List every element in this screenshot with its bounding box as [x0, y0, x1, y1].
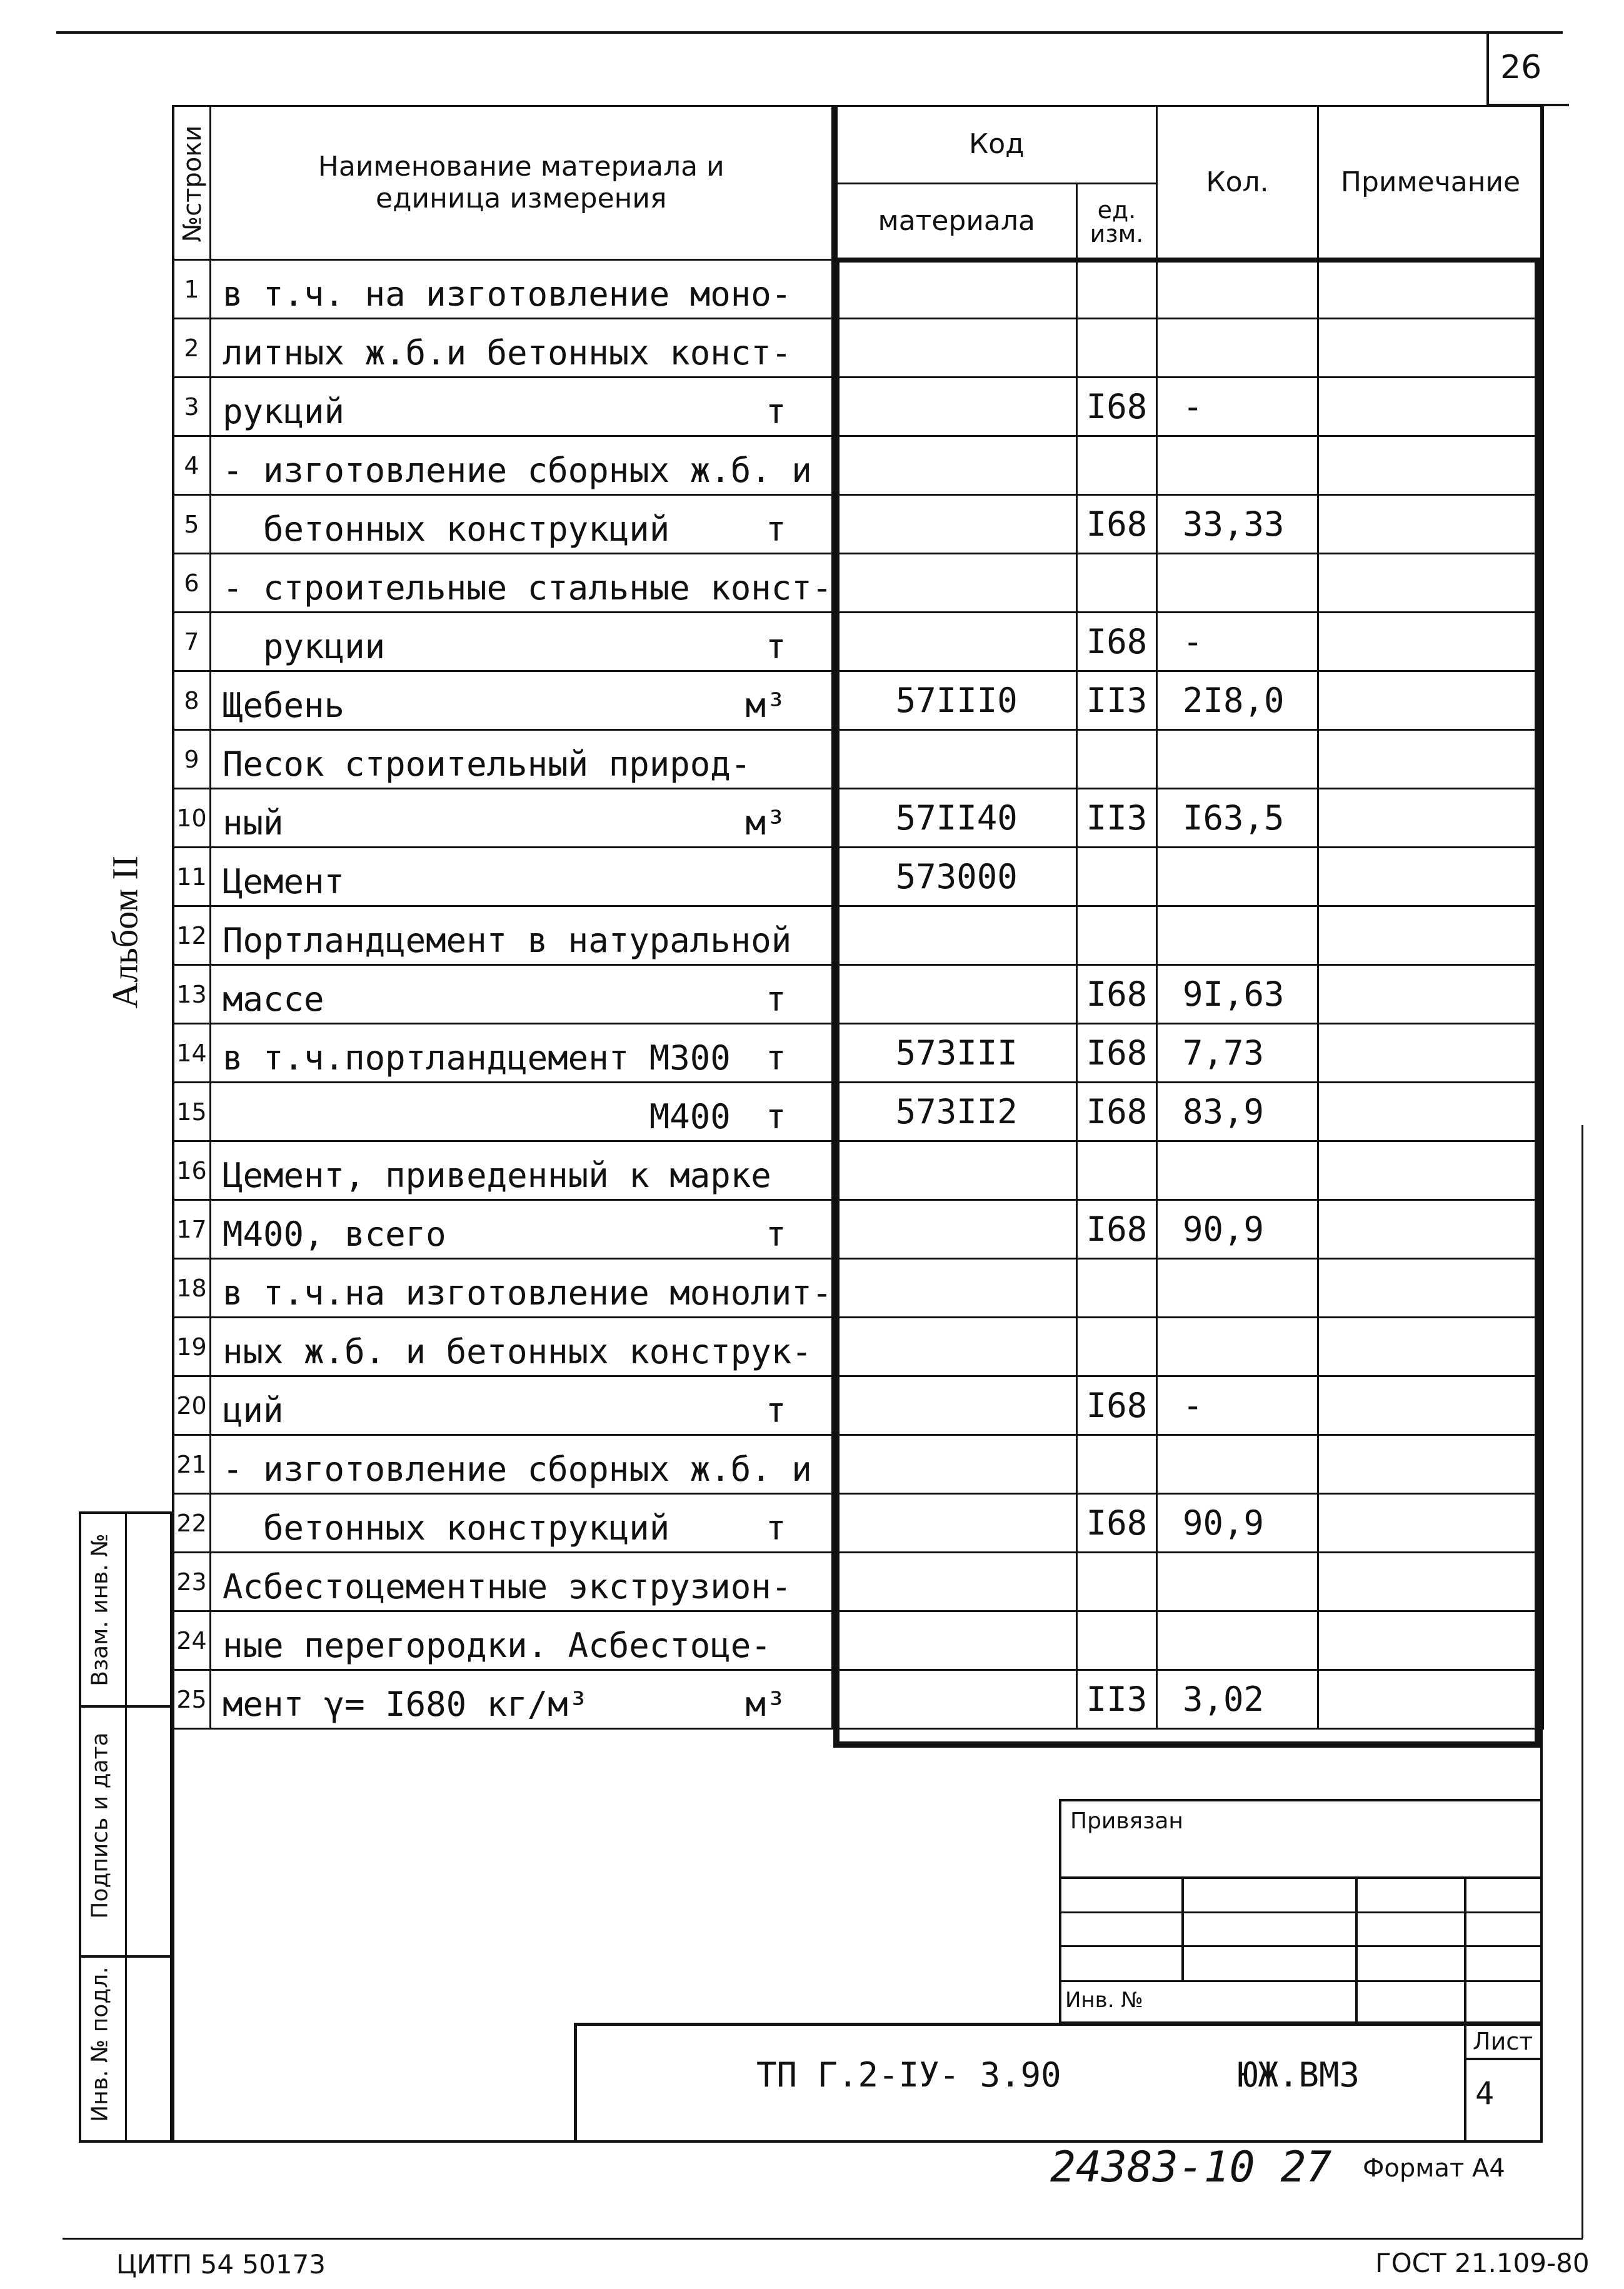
material-name-cell: [211, 1670, 835, 1729]
material-name-cell: [211, 671, 835, 730]
header-note: Примечание: [1318, 106, 1543, 260]
material-name: в т.ч.на изготовление монолит-: [223, 1273, 833, 1313]
row-number: 16: [173, 1141, 211, 1200]
stamp-v-2: [1355, 1876, 1358, 2023]
stamp-sheet-no: 4: [1475, 2075, 1495, 2111]
unit-code: II3: [1077, 1670, 1157, 1729]
note: [1318, 1494, 1543, 1553]
material-name-cell: [211, 378, 835, 436]
material-name-cell: [211, 1141, 835, 1200]
material-name: бетонных конструкций: [223, 509, 670, 549]
row-number: 17: [173, 1200, 211, 1259]
note: [1318, 495, 1543, 554]
unit-of-measure: т: [765, 1215, 786, 1254]
material-name: - изготовление сборных ж.б. и: [223, 451, 812, 490]
row-number: 6: [173, 554, 211, 613]
note: [1318, 1141, 1543, 1200]
unit-code: [1077, 1553, 1157, 1611]
row-number: 7: [173, 613, 211, 671]
material-name: Асбестоцементные экструзион-: [223, 1567, 792, 1606]
quantity: 83,9: [1157, 1083, 1318, 1141]
row-number: 22: [173, 1494, 211, 1553]
table-row: [173, 1435, 1543, 1494]
row-number: 20: [173, 1376, 211, 1435]
row-number: 8: [173, 671, 211, 730]
quantity: [1157, 1318, 1318, 1376]
quantity: 2I8,0: [1157, 671, 1318, 730]
table-row: [173, 1259, 1543, 1318]
material-name: Щебень: [223, 686, 345, 725]
material-name: Цемент: [223, 862, 345, 901]
row-number: 13: [173, 965, 211, 1024]
material-code: 573III: [835, 1024, 1077, 1083]
row-number: 24: [173, 1611, 211, 1670]
header-row-no: №строки: [173, 106, 211, 260]
material-code: [835, 730, 1077, 789]
material-code: [835, 1318, 1077, 1376]
quantity: [1157, 260, 1318, 319]
table-row: [173, 671, 1543, 730]
material-code: [835, 613, 1077, 671]
table-row: [173, 260, 1543, 319]
footer-left: ЦИТП 54 50173: [116, 2249, 326, 2280]
material-name: М400, всего: [223, 1215, 446, 1254]
quantity: 90,9: [1157, 1494, 1318, 1553]
row-number: 19: [173, 1318, 211, 1376]
material-name: в т.ч. на изготовление моно-: [223, 274, 792, 314]
material-code: [835, 495, 1077, 554]
quantity: [1157, 319, 1318, 378]
table-row: [173, 1494, 1543, 1553]
row-number: 21: [173, 1435, 211, 1494]
material-name: ций: [223, 1391, 284, 1430]
table-row: [173, 554, 1543, 613]
table-row: [173, 906, 1543, 965]
unit-of-measure: т: [765, 392, 786, 431]
quantity: I63,5: [1157, 789, 1318, 848]
material-code: [835, 436, 1077, 495]
unit-code: [1077, 1141, 1157, 1200]
material-code: [835, 554, 1077, 613]
stamp-inv-no: Инв. №: [1065, 1988, 1143, 2013]
material-name: - изготовление сборных ж.б. и: [223, 1450, 812, 1489]
unit-of-measure: м³: [745, 803, 786, 843]
material-name-cell: [211, 965, 835, 1024]
unit-code: I68: [1077, 1024, 1157, 1083]
material-code: [835, 1435, 1077, 1494]
material-code: [835, 319, 1077, 378]
material-name: Цемент, приведенный к марке: [223, 1156, 771, 1195]
note: [1318, 1376, 1543, 1435]
quantity: 90,9: [1157, 1200, 1318, 1259]
quantity: [1157, 906, 1318, 965]
unit-code: [1077, 319, 1157, 378]
table-row: [173, 1083, 1543, 1141]
material-code: [835, 1611, 1077, 1670]
table-row: [173, 1024, 1543, 1083]
stamp-doc-code: ТП Г.2-IУ- 3.90: [756, 2055, 1061, 2095]
note: [1318, 436, 1543, 495]
material-name: бетонных конструкций: [223, 1508, 670, 1548]
unit-code: I68: [1077, 1200, 1157, 1259]
unit-of-measure: т: [765, 979, 786, 1019]
quantity: [1157, 1259, 1318, 1318]
material-code: [835, 1553, 1077, 1611]
material-code: 573000: [835, 848, 1077, 906]
material-name-cell: [211, 730, 835, 789]
quantity: 3,02: [1157, 1670, 1318, 1729]
unit-code: [1077, 1318, 1157, 1376]
material-code: 573II2: [835, 1083, 1077, 1141]
quantity: -: [1157, 1376, 1318, 1435]
table-row: [173, 1318, 1543, 1376]
material-name-cell: [211, 1376, 835, 1435]
material-name-cell: [211, 1259, 835, 1318]
quantity: [1157, 730, 1318, 789]
header-material: материала: [835, 184, 1077, 260]
row-number: 25: [173, 1670, 211, 1729]
material-name-cell: [211, 1435, 835, 1494]
quantity: -: [1157, 613, 1318, 671]
material-name-cell: [211, 613, 835, 671]
note: [1318, 1611, 1543, 1670]
unit-code: [1077, 1259, 1157, 1318]
unit-code: I68: [1077, 1376, 1157, 1435]
row-number: 18: [173, 1259, 211, 1318]
row-number: 10: [173, 789, 211, 848]
materials-table: [172, 105, 1544, 1730]
table-row: [173, 848, 1543, 906]
unit-code: I68: [1077, 1494, 1157, 1553]
material-code: 57III0: [835, 671, 1077, 730]
material-code: [835, 1141, 1077, 1200]
top-border: [56, 31, 1563, 34]
stamp-sheet-divider: [1464, 2023, 1466, 2143]
row-number: 14: [173, 1024, 211, 1083]
stamp-v-1: [1181, 1876, 1184, 1981]
quantity: [1157, 436, 1318, 495]
note: [1318, 613, 1543, 671]
unit-code: I68: [1077, 378, 1157, 436]
material-name: литных ж.б.и бетонных конст-: [223, 333, 792, 373]
table-row: [173, 1553, 1543, 1611]
header-code: Код: [835, 106, 1157, 184]
material-code: [835, 906, 1077, 965]
note: [1318, 789, 1543, 848]
unit-code: [1077, 1611, 1157, 1670]
unit-of-measure: т: [765, 1508, 786, 1548]
format-label: Формат А4: [1363, 2154, 1505, 2183]
side-podpis: Подпись и дата: [87, 1732, 113, 1919]
note: [1318, 965, 1543, 1024]
album-label: Альбом II: [104, 855, 146, 1009]
side-strip-divider-v: [125, 1511, 127, 2143]
material-name: мент γ= I680 кг/м³: [223, 1685, 589, 1724]
unit-code: II3: [1077, 789, 1157, 848]
row-number: 2: [173, 319, 211, 378]
row-number: 4: [173, 436, 211, 495]
material-name-cell: [211, 319, 835, 378]
material-name-cell: [211, 1318, 835, 1376]
unit-code: [1077, 730, 1157, 789]
header-name: Наименование материала и единица измерения: [211, 106, 835, 260]
table-body: [173, 260, 1543, 1729]
material-name: ных ж.б. и бетонных конструк-: [223, 1332, 812, 1371]
table-row: [173, 789, 1543, 848]
header-unit-code: ед. изм.: [1077, 184, 1157, 260]
note: [1318, 1083, 1543, 1141]
unit-code: [1077, 906, 1157, 965]
handwritten-number: 24383-10 27: [1050, 2143, 1332, 2192]
unit-of-measure: м³: [745, 686, 786, 725]
unit-code: [1077, 848, 1157, 906]
row-number: 3: [173, 378, 211, 436]
unit-code: I68: [1077, 495, 1157, 554]
right-margin-line: [1581, 1125, 1583, 2238]
table-row: [173, 319, 1543, 378]
material-name: массе: [223, 979, 324, 1019]
stamp-line-3: [1059, 1945, 1543, 1947]
row-number: 1: [173, 260, 211, 319]
row-number: 9: [173, 730, 211, 789]
unit-code: II3: [1077, 671, 1157, 730]
quantity: [1157, 848, 1318, 906]
table-row: [173, 1670, 1543, 1729]
row-number: 23: [173, 1553, 211, 1611]
material-name: в т.ч.портландцемент М300: [223, 1038, 731, 1078]
stamp-line-1: [1059, 1876, 1543, 1879]
material-name: М400: [223, 1097, 731, 1136]
table-row: [173, 1200, 1543, 1259]
bottom-margin-line: [63, 2238, 1583, 2240]
material-name-cell: [211, 1024, 835, 1083]
table-row: [173, 1141, 1543, 1200]
note: [1318, 1024, 1543, 1083]
unit-of-measure: т: [765, 627, 786, 666]
stamp-v-3: [1464, 1876, 1466, 2023]
unit-code: I68: [1077, 613, 1157, 671]
page-number: 26: [1500, 49, 1542, 86]
note: [1318, 1200, 1543, 1259]
quantity: [1157, 554, 1318, 613]
table-row: [173, 613, 1543, 671]
material-name-cell: [211, 848, 835, 906]
unit-code: [1077, 260, 1157, 319]
material-name-cell: [211, 1200, 835, 1259]
unit-code: I68: [1077, 965, 1157, 1024]
stamp-line-2: [1059, 1911, 1543, 1913]
note: [1318, 319, 1543, 378]
note: [1318, 260, 1543, 319]
material-name-cell: [211, 789, 835, 848]
material-name-cell: [211, 1494, 835, 1553]
material-code: [835, 1200, 1077, 1259]
material-code: [835, 1670, 1077, 1729]
side-inv-podl: Инв. № подл.: [87, 1966, 113, 2122]
material-code: [835, 1494, 1077, 1553]
unit-of-measure: т: [765, 1038, 786, 1078]
row-number: 5: [173, 495, 211, 554]
unit-code: [1077, 554, 1157, 613]
note: [1318, 671, 1543, 730]
material-name: рукций: [223, 392, 345, 431]
row-number: 15: [173, 1083, 211, 1141]
footer-right: ГОСТ 21.109-80: [1375, 2248, 1590, 2278]
unit-of-measure: т: [765, 509, 786, 549]
note: [1318, 906, 1543, 965]
stamp-privyazan: Привязан: [1070, 1808, 1183, 1834]
material-code: 57II40: [835, 789, 1077, 848]
header-qty: Кол.: [1157, 106, 1318, 260]
material-code: [835, 378, 1077, 436]
stamp-sheet-label: Лист: [1473, 2028, 1533, 2055]
table-row: [173, 436, 1543, 495]
note: [1318, 1435, 1543, 1494]
material-name-cell: [211, 495, 835, 554]
stamp-doc-mark: ЮЖ.ВМЗ: [1238, 2055, 1360, 2095]
table-row: [173, 730, 1543, 789]
material-name: Портландцемент в натуральной: [223, 921, 792, 960]
material-name-cell: [211, 906, 835, 965]
material-code: [835, 1259, 1077, 1318]
row-number: 12: [173, 906, 211, 965]
material-name-cell: [211, 1553, 835, 1611]
quantity: [1157, 1435, 1318, 1494]
note: [1318, 1259, 1543, 1318]
material-code: [835, 965, 1077, 1024]
material-name-cell: [211, 554, 835, 613]
quantity: [1157, 1141, 1318, 1200]
material-name: Песок строительный природ-: [223, 744, 751, 784]
material-name: рукции: [223, 627, 386, 666]
unit-of-measure: м³: [745, 1685, 786, 1724]
quantity: 7,73: [1157, 1024, 1318, 1083]
note: [1318, 1553, 1543, 1611]
note: [1318, 848, 1543, 906]
side-vzam: Взам. инв. №: [87, 1533, 113, 1686]
material-code: [835, 260, 1077, 319]
note: [1318, 554, 1543, 613]
table-row: [173, 1611, 1543, 1670]
material-name-cell: [211, 1083, 835, 1141]
table-row: [173, 965, 1543, 1024]
unit-of-measure: т: [765, 1391, 786, 1430]
material-name-cell: [211, 260, 835, 319]
table-row: [173, 378, 1543, 436]
quantity: [1157, 1553, 1318, 1611]
material-code: [835, 1376, 1077, 1435]
quantity: 33,33: [1157, 495, 1318, 554]
stamp-sheet-line: [1464, 2058, 1543, 2060]
unit-of-measure: т: [765, 1097, 786, 1136]
table-row: [173, 1376, 1543, 1435]
note: [1318, 378, 1543, 436]
row-number: 11: [173, 848, 211, 906]
note: [1318, 1670, 1543, 1729]
note: [1318, 730, 1543, 789]
material-name-cell: [211, 1611, 835, 1670]
quantity: -: [1157, 378, 1318, 436]
quantity: 9I,63: [1157, 965, 1318, 1024]
unit-code: I68: [1077, 1083, 1157, 1141]
page-number-frame-left: [1486, 31, 1489, 106]
unit-code: [1077, 436, 1157, 495]
material-name: ный: [223, 803, 284, 843]
quantity: [1157, 1611, 1318, 1670]
unit-code: [1077, 1435, 1157, 1494]
stamp-line-4: [1059, 1980, 1543, 1982]
material-name: ные перегородки. Асбестоце-: [223, 1626, 771, 1665]
material-name-cell: [211, 436, 835, 495]
table-row: [173, 495, 1543, 554]
material-name: - строительные стальные конст-: [223, 568, 833, 608]
note: [1318, 1318, 1543, 1376]
